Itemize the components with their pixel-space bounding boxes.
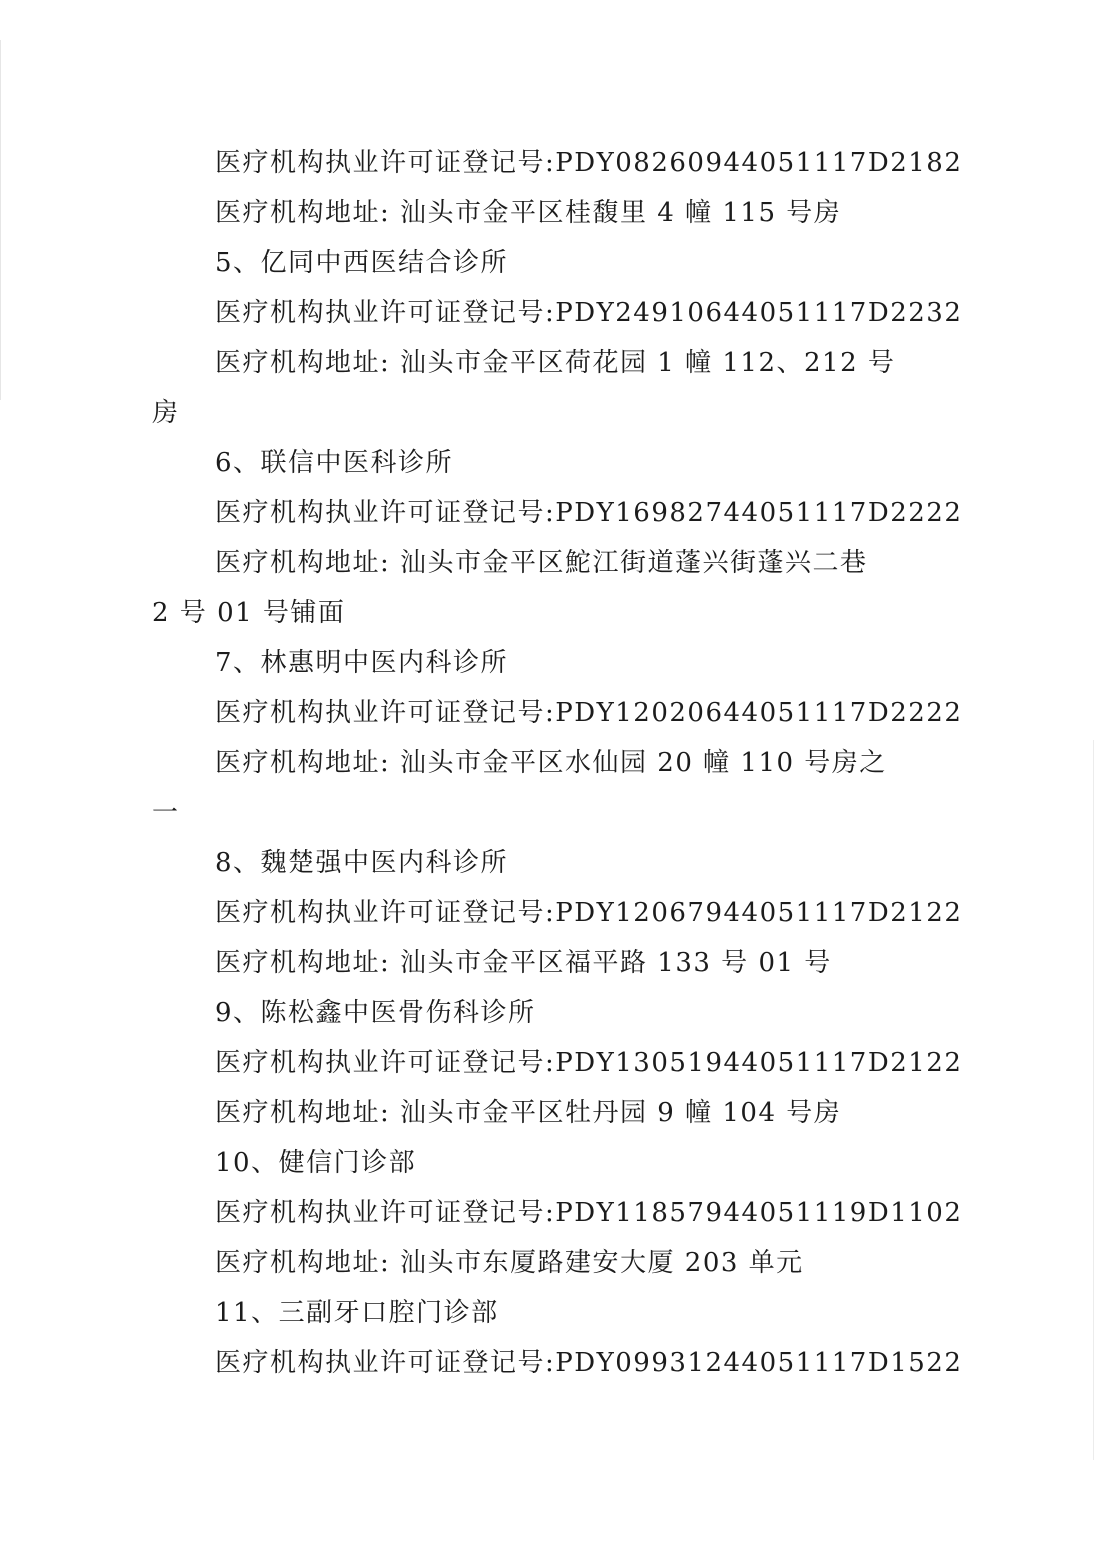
- address-line: 医疗机构地址: 汕头市东厦路建安大厦 203 单元: [215, 1248, 804, 1278]
- scan-edge-right: [1093, 740, 1094, 1460]
- license-number-line: 医疗机构执业许可证登记号:PDY11857944051119D1102: [215, 1198, 963, 1228]
- clinic-heading: 10、健信门诊部: [215, 1148, 417, 1178]
- clinic-heading: 5、亿同中西医结合诊所: [215, 248, 509, 278]
- address-line: 医疗机构地址: 汕头市金平区水仙园 20 幢 110 号房之: [215, 748, 887, 778]
- license-number-line: 医疗机构执业许可证登记号:PDY09931244051117D1522: [215, 1348, 963, 1378]
- license-number-line: 医疗机构执业许可证登记号:PDY13051944051117D2122: [215, 1048, 963, 1078]
- address-line: 医疗机构地址: 汕头市金平区鮀江街道蓬兴街蓬兴二巷: [215, 548, 868, 578]
- address-line-continuation: 2 号 01 号铺面: [152, 598, 346, 628]
- license-number-line: 医疗机构执业许可证登记号:PDY12020644051117D2222: [215, 698, 963, 728]
- address-line: 医疗机构地址: 汕头市金平区桂馥里 4 幢 115 号房: [215, 198, 842, 228]
- address-line-continuation: 一: [152, 798, 180, 828]
- clinic-heading: 9、陈松鑫中医骨伤科诊所: [215, 998, 536, 1028]
- address-line: 医疗机构地址: 汕头市金平区牡丹园 9 幢 104 号房: [215, 1098, 842, 1128]
- address-line: 医疗机构地址: 汕头市金平区福平路 133 号 01 号: [215, 948, 832, 978]
- clinic-heading: 8、魏楚强中医内科诊所: [215, 848, 509, 878]
- license-number-line: 医疗机构执业许可证登记号:PDY12067944051117D2122: [215, 898, 963, 928]
- clinic-heading: 11、三副牙口腔门诊部: [215, 1298, 499, 1328]
- document-body: [150, 138, 963, 1388]
- address-line: 医疗机构地址: 汕头市金平区荷花园 1 幢 112、212 号: [215, 348, 896, 378]
- license-number-line: 医疗机构执业许可证登记号:PDY08260944051117D2182: [215, 148, 963, 178]
- clinic-heading: 7、林惠明中医内科诊所: [215, 648, 509, 678]
- license-number-line: 医疗机构执业许可证登记号:PDY24910644051117D2232: [215, 298, 963, 328]
- address-line-continuation: 房: [152, 398, 180, 428]
- clinic-heading: 6、联信中医科诊所: [215, 448, 454, 478]
- license-number-line: 医疗机构执业许可证登记号:PDY16982744051117D2222: [215, 498, 963, 528]
- scan-edge-left: [0, 40, 1, 400]
